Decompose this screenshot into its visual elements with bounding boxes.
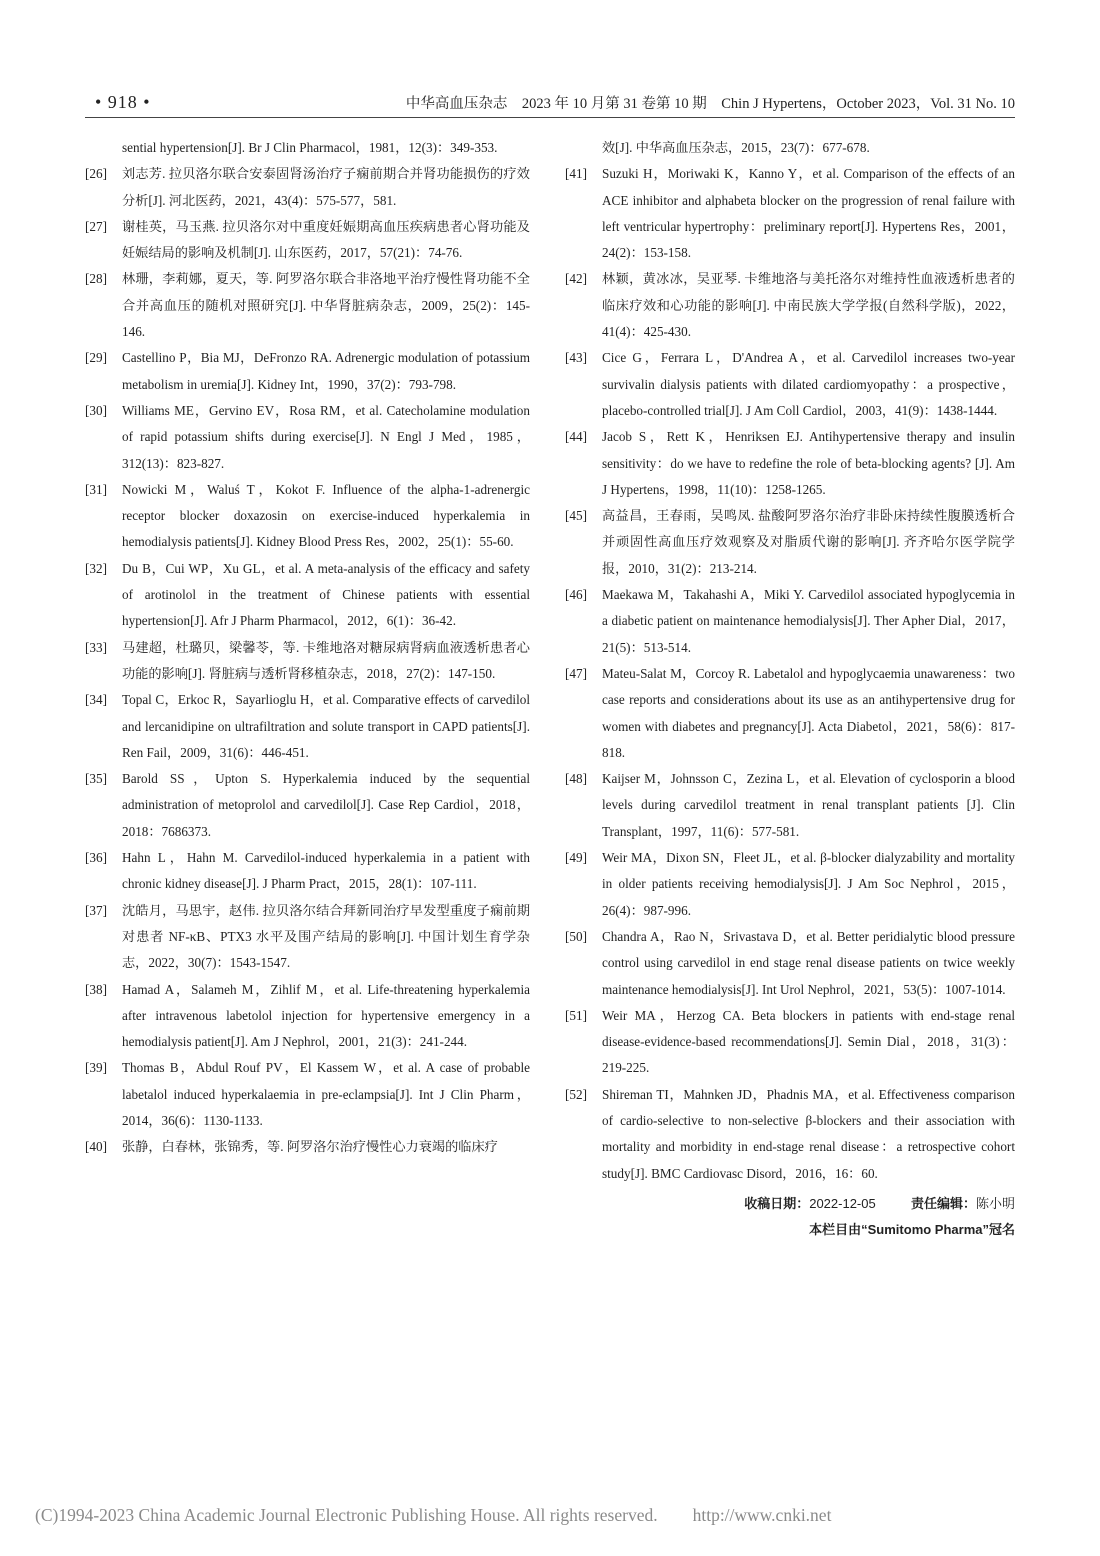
received-date: 2022-12-05 [809, 1195, 876, 1211]
reference-text: Hamad A，Salameh M，Zihlif M，et al. Life-threatening hyperkalemia after intravenous labetolol injection for hypertensive emergency in a hemodialysis patient[J]. Am J Nephrol，2001，21(3)：241-244. [122, 981, 530, 1050]
reference-text: Hahn L，Hahn M. Carvedilol-induced hyperkalemia in a patient with chronic kidney disease[J]. J Pharm Pract，2015，28(1)：107-111. [122, 850, 530, 892]
reference-text: Weir MA，Dixon SN，Fleet JL，et al. β-blocker dialyzability and mortality in older patients receiving hemodialysis[J]. J Am Soc Nephrol，2015，26(4)：987-996. [602, 850, 1015, 918]
reference-text: 马建超，杜璐贝，梁馨苓，等. 卡维地洛对糖尿病肾病血液透析患者心功能的影响[J]. 肾脏病与透析肾移植杂志，2018，27(2)：147-150. [122, 639, 530, 681]
reference-text: 林颖，黄冰冰，吴亚琴. 卡维地洛与美托洛尔对维持性血液透析患者的临床疗效和心功能的影响[J]. 中南民族大学学报(自然科学版)，2022，41(4)：425-430. [602, 271, 1015, 340]
reference-entry [565, 582, 1015, 661]
page-number: • 918 • [95, 92, 151, 112]
reference-entry [565, 161, 1015, 266]
reference-number: [52] [565, 1086, 587, 1102]
reference-text: 林珊，李莉娜，夏天，等. 阿罗洛尔联合非洛地平治疗慢性肾功能不全合并高血压的随机对照研究[J]. 中华肾脏病杂志，2009，25(2)：145-146. [122, 271, 530, 340]
reference-text: 效[J]. 中华高血压杂志，2015，23(7)：677-678. [602, 140, 870, 155]
reference-number: [44] [565, 429, 587, 445]
reference-number: [28] [85, 271, 107, 287]
reference-text: 谢桂英，马玉燕. 拉贝洛尔对中重度妊娠期高血压疾病患者心肾功能及妊娠结局的影响及机制[J]. 山东医药，2017，57(21)：74-76. [122, 218, 530, 261]
received-label: 收稿日期： [744, 1195, 810, 1211]
reference-entry [85, 635, 530, 688]
reference-entry [85, 135, 530, 161]
reference-number: [26] [85, 166, 107, 182]
reference-number: [30] [85, 402, 107, 418]
reference-number: [34] [85, 692, 107, 708]
reference-number: [49] [565, 850, 587, 866]
reference-number: [43] [565, 350, 587, 366]
reference-entry [565, 424, 1015, 503]
editor-label: 责任编辑： [910, 1195, 976, 1211]
reference-text: Kaijser M，Johnsson C，Zezina L，et al. Elevation of cyclosporin a blood levels during carvedilol treatment in renal transplant patients [J]. Clin Transplant，1997，11(6)：577-581. [602, 771, 1015, 839]
reference-entry [565, 924, 1015, 1003]
reference-number: [48] [565, 771, 587, 787]
reference-text: Williams ME，Gervino EV，Rosa RM，et al. Catecholamine modulation of rapid potassium shifts during exercise[J]. N Engl J Med，1985，312(13)：823-827. [122, 402, 530, 471]
reference-text: Cice G，Ferrara L，D'Andrea A，et al. Carvedilol increases two-year survivalin dialysis patients with dilated cardiomyopathy：a prospective，placebo-controlled trial[J]. J Am Coll Cardiol，2003，41(9)：1438-1444. [602, 350, 1015, 418]
reference-text: Maekawa M，Takahashi A，Miki Y. Carvedilol associated hypoglycemia in a diabetic patient on maintenance hemodialysis[J]. Ther Apher Dial，2017，21(5)：513-514. [602, 587, 1015, 655]
reference-number: [31] [85, 481, 107, 497]
reference-entry [85, 977, 530, 1056]
reference-entry [85, 266, 530, 345]
received-editor-line [565, 1191, 1015, 1217]
reference-entry [85, 161, 530, 214]
reference-number: [51] [565, 1007, 587, 1023]
copyright-watermark: (C)1994-2023 China Academic Journal Electronic Publishing House. All rights reserved. http://www.cnki.net [35, 1505, 832, 1525]
reference-text: 高益昌，王春雨，吴鸣凤. 盐酸阿罗洛尔治疗非卧床持续性腹膜透析合并顽固性高血压疗效观察及对脂质代谢的影响[J]. 齐齐哈尔医学院学报，2010，31(2)：213-214. [602, 508, 1015, 576]
reference-number: [47] [565, 665, 587, 681]
reference-entry [85, 845, 530, 898]
reference-number: [46] [565, 587, 587, 603]
reference-number: [42] [565, 271, 587, 287]
reference-text: Chandra A，Rao N，Srivastava D，et al. Better peridialytic blood pressure control using carvedilol in end stage renal disease patients on twice weekly maintenance hemodialysis[J]. Int Urol Nephrol，2021，53(5)：1007-1014. [602, 928, 1015, 997]
reference-number: [39] [85, 1060, 107, 1076]
reference-text: Mateu-Salat M，Corcoy R. Labetalol and hypoglycaemia unawareness：two case reports and considerations about its use as an antihypertensive drug for women with diabetes and pregnancy[J]. Acta Diabetol，2021，58(6)：817-818. [602, 665, 1015, 760]
sponsor-line: 本栏目由“Sumitomo Pharma”冠名 [809, 1221, 1015, 1237]
reference-number: [50] [565, 928, 587, 944]
reference-number: [27] [85, 218, 107, 234]
reference-text: Jacob S，Rett K，Henriksen EJ. Antihypertensive therapy and insulin sensitivity：do we have to redefine the role of beta-blocking agents? [J]. Am J Hypertens，1998，11(10)：1258-1265. [602, 429, 1015, 497]
reference-text: 刘志芳. 拉贝洛尔联合安泰固肾汤治疗子痫前期合并肾功能损伤的疗效分析[J]. 河北医药，2021，43(4)：575-577，581. [122, 166, 530, 208]
reference-text: Weir MA，Herzog CA. Beta blockers in patients with end-stage renal disease-evidence-based recommendations[J]. Semin Dial，2018，31(3)：219-225. [602, 1007, 1015, 1076]
header-divider [85, 117, 1015, 118]
reference-text: 沈皓月，马思宇，赵伟. 拉贝洛尔结合拜新同治疗早发型重度子痫前期对患者 NF-κB、PTX3 水平及围产结局的影响[J]. 中国计划生育学杂志，2022，30(7)：1543-1547. [122, 902, 530, 971]
reference-entry [85, 345, 530, 398]
reference-text: sential hypertension[J]. Br J Clin Pharmacol，1981，12(3)：349-353. [122, 140, 498, 155]
reference-entry [565, 766, 1015, 845]
reference-number: [38] [85, 981, 107, 997]
reference-entry [565, 845, 1015, 924]
reference-text: Shireman TI，Mahnken JD，Phadnis MA，et al. Effectiveness comparison of cardio-selective to non-selective β-blockers and their association with mortality and morbidity in end-stage renal disease：a retrospective cohort study[J]. BMC Cardiovasc Disord，2016，16：60. [602, 1086, 1015, 1181]
reference-entry [85, 1055, 530, 1134]
reference-entry [565, 135, 1015, 161]
reference-text: Thomas B，Abdul Rouf PV，El Kassem W，et al. A case of probable labetalol induced hyperkalaemia in pre-eclampsia[J]. Int J Clin Pharm，2014，36(6)：1130-1133. [122, 1060, 531, 1128]
reference-entry [565, 503, 1015, 582]
reference-text: 张静，白春林，张锦秀，等. 阿罗洛尔治疗慢性心力衰竭的临床疗 [122, 1139, 498, 1155]
reference-number: [41] [565, 166, 587, 182]
reference-number: [29] [85, 350, 107, 366]
reference-number: [37] [85, 902, 107, 918]
editor-name: 陈小明 [975, 1195, 1015, 1211]
reference-entry [85, 766, 530, 845]
reference-entry [85, 214, 530, 267]
references-right-list [565, 135, 1015, 1187]
references-left-column [85, 135, 530, 1161]
reference-entry [565, 345, 1015, 424]
reference-number: [45] [565, 508, 587, 524]
reference-text: Suzuki H，Moriwaki K，Kanno Y，et al. Comparison of the effects of an ACE inhibitor and alphabeta blocker on the progression of renal failure with left ventricular hypertrophy：preliminary report[J]. Hypertens Res，2001，24(2)：153-158. [602, 166, 1015, 261]
reference-entry [85, 477, 530, 556]
journal-citation-header: 中华高血压杂志 2023 年 10 月第 31 卷第 10 期 Chin J Hypertens，October 2023，Vol. 31 No. 10 [405, 96, 1015, 112]
reference-entry [85, 556, 530, 635]
reference-entry [85, 1134, 530, 1160]
reference-number: [33] [85, 639, 107, 655]
reference-number: [36] [85, 850, 107, 866]
reference-entry [565, 1003, 1015, 1082]
reference-entry [85, 398, 530, 477]
reference-text: Castellino P，Bia MJ，DeFronzo RA. Adrenergic modulation of potassium metabolism in uremia[J]. Kidney Int，1990，37(2)：793-798. [122, 350, 530, 392]
reference-entry [85, 687, 530, 766]
running-header [95, 92, 1015, 114]
reference-entry [85, 898, 530, 977]
references-right-column [565, 135, 1015, 1243]
reference-entry [565, 266, 1015, 345]
reference-entry [565, 1082, 1015, 1187]
reference-text: Nowicki M，Waluś T，Kokot F. Influence of the alpha-1-adrenergic receptor blocker doxazosin on exercise-induced hyperkalemia in hemodialysis patients[J]. Kidney Blood Press Res，2002，25(1)：55-60. [122, 481, 530, 550]
reference-entry [565, 661, 1015, 766]
reference-text: Barold SS，Upton S. Hyperkalemia induced by the sequential administration of metoprolol and carvedilol[J]. Case Rep Cardiol，2018，2018：7686373. [122, 771, 530, 839]
reference-number: [32] [85, 560, 107, 576]
reference-number: [35] [85, 771, 107, 787]
reference-text: Topal C，Erkoc R，Sayarlioglu H，et al. Comparative effects of carvedilol and lercanidipine on ultrafiltration and solute transport in CAPD patients[J]. Ren Fail，2009，31(6)：446-451. [122, 692, 530, 760]
reference-text: Du B，Cui WP，Xu GL，et al. A meta-analysis of the efficacy and safety of arotinolol in the treatment of Chinese patients with essential hypertension[J]. Afr J Pharm Pharmacol，2012，6(1)：36-42. [122, 560, 530, 629]
article-meta [565, 1191, 1015, 1243]
reference-number: [40] [85, 1139, 107, 1155]
